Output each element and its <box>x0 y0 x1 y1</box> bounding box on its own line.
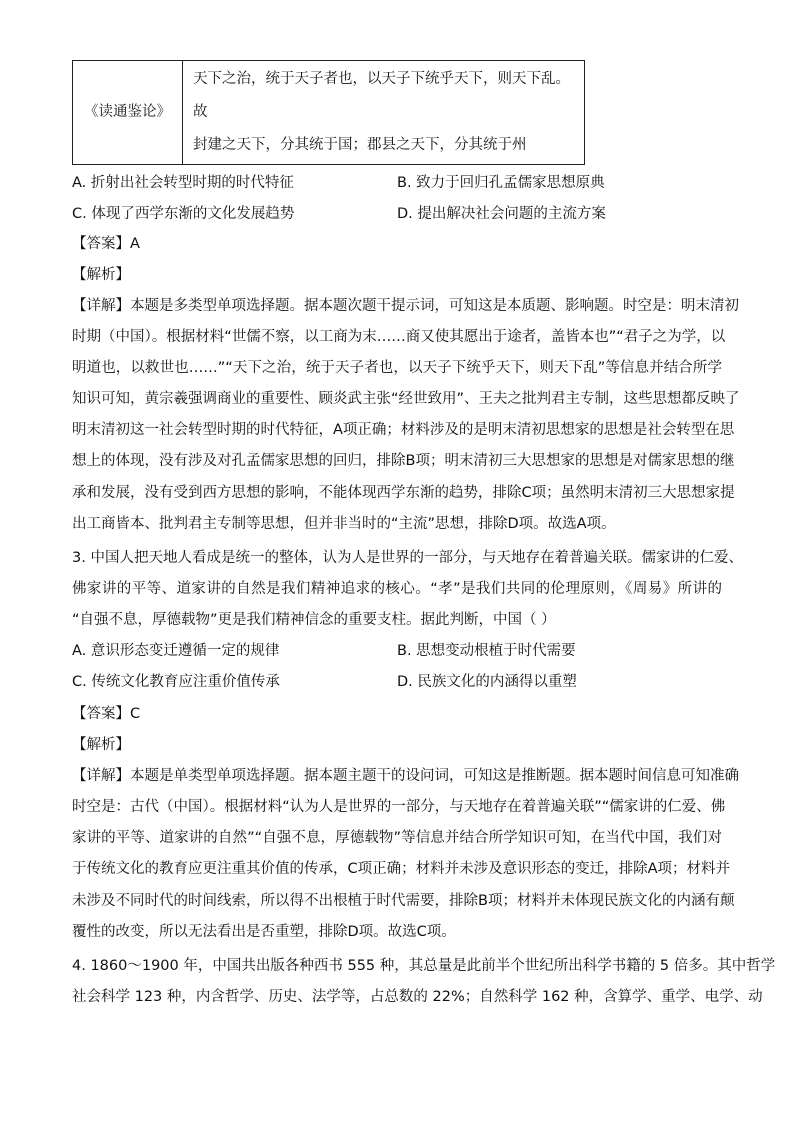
q2-detail-line: 明末清初这一社会转型时期的时代特征，A项正确；材料涉及的是明末清初思想家的思想是社会转型在思 <box>72 422 735 438</box>
q3-detail-line: 覆性的改变，所以无法看出是否重塑，排除D项。故选C项。 <box>72 924 456 940</box>
q3-stem-line: 3. 中国人把天地人看成是统一的整体，认为人是世界的一部分，与天地存在着普遍关联。儒家讲的仁爱、 <box>72 550 743 566</box>
q2-detail-line: 想上的体现，没有涉及对孔孟儒家思想的回归，排除B项；明末清初三大思想家的思想是对儒家思想的继 <box>72 453 735 469</box>
q2-detail-line: 明道也，以救世也……”“天下之治，统于天子者也，以天子下统乎天下，则天下乱”等信息并结合所学 <box>72 360 722 376</box>
source-table <box>72 60 585 165</box>
q3-option-c[interactable]: C. 传统文化教育应注重价值传承 <box>72 674 280 690</box>
q3-option-a[interactable]: A. 意识形态变迁遵循一定的规律 <box>72 643 280 659</box>
q3-detail-line: 时空是：古代（中国）。根据材料“认为人是世界的一部分，与天地存在着普遍关联”“儒家讲的仁爱、佛 <box>72 799 726 815</box>
q2-analysis-label: 【解析】 <box>72 267 130 283</box>
q2-detail-line: 知识可知，黄宗羲强调商业的重要性、顾炎武主张“经世致用”、王夫之批判君主专制，这些思想都反映了 <box>72 391 740 407</box>
q2-option-b[interactable]: B. 致力于回归孔孟儒家思想原典 <box>397 175 605 191</box>
source-name: 《读通鉴论》 <box>73 61 183 165</box>
q2-detail-line: 承和发展，没有受到西方思想的影响，不能体现西学东渐的趋势，排除C项；虽然明末清初三大思想家提 <box>72 485 735 501</box>
q3-answer: 【答案】C <box>72 706 141 722</box>
q3-stem-line: 佛家讲的平等、道家讲的自然是我们精神追求的核心。“孝”是我们共同的伦理原则，《周易》所讲的 <box>72 581 722 597</box>
q2-option-d[interactable]: D. 提出解决社会问题的主流方案 <box>397 206 606 222</box>
q2-detail-line: 出工商皆本、批判君主专制等思想，但并非当时的“主流”思想，排除D项。故选A项。 <box>72 516 616 532</box>
q3-detail-line: 家讲的平等、道家讲的自然”“自强不息，厚德载物”等信息并结合所学知识可知，在当代中国，我们对 <box>72 830 722 846</box>
q3-stem-line: “自强不息，厚德载物”更是我们精神信念的重要支柱。据此判断，中国（ ） <box>72 612 556 628</box>
q4-stem-line: 4. 1860～1900 年，中国共出版各种西书 555 种，其总量是此前半个世纪所出科学书籍的 5 倍多。其中哲学 <box>72 958 776 974</box>
source-text-line: 天下之治，统于天子者也，以天子下统乎天下，则天下乱。故 <box>193 71 570 120</box>
q3-option-d[interactable]: D. 民族文化的内涵得以重塑 <box>397 674 577 690</box>
q3-detail-line: 于传统文化的教育应更注重其价值的传承，C项正确；材料并未涉及意识形态的变迁，排除A项；材料并 <box>72 861 731 877</box>
q2-answer: 【答案】A <box>72 236 140 252</box>
q2-option-c[interactable]: C. 体现了西学东渐的文化发展趋势 <box>72 206 295 222</box>
q3-detail-line: 未涉及不同时代的时间线索，所以得不出根植于时代需要，排除B项；材料并未体现民族文化的内涵有颠 <box>72 893 735 909</box>
source-text-line: 封建之天下，分其统于国；郡县之天下，分其统于州 <box>193 137 527 153</box>
q2-option-a[interactable]: A. 折射出社会转型时期的时代特征 <box>72 175 294 191</box>
q3-analysis-label: 【解析】 <box>72 737 130 753</box>
source-text <box>183 61 585 165</box>
q3-detail-line: 【详解】本题是单类型单项选择题。据本题主题干的设问词，可知这是推断题。据本题时间信息可知准确 <box>72 768 739 784</box>
q2-detail-line: 时期（中国）。根据材料“世儒不察，以工商为末……商又使其愿出于途者，盖皆本也”“君子之为学，以 <box>72 329 726 345</box>
q3-option-b[interactable]: B. 思想变动根植于时代需要 <box>397 643 576 659</box>
q4-stem-line: 社会科学 123 种，内含哲学、历史、法学等，占总数的 22%；自然科学 162 种，含算学、重学、电学、动 <box>72 989 763 1005</box>
q2-detail-line: 【详解】本题是多类型单项选择题。据本题次题干提示词，可知这是本质题、影响题。时空是：明末清初 <box>72 298 739 314</box>
